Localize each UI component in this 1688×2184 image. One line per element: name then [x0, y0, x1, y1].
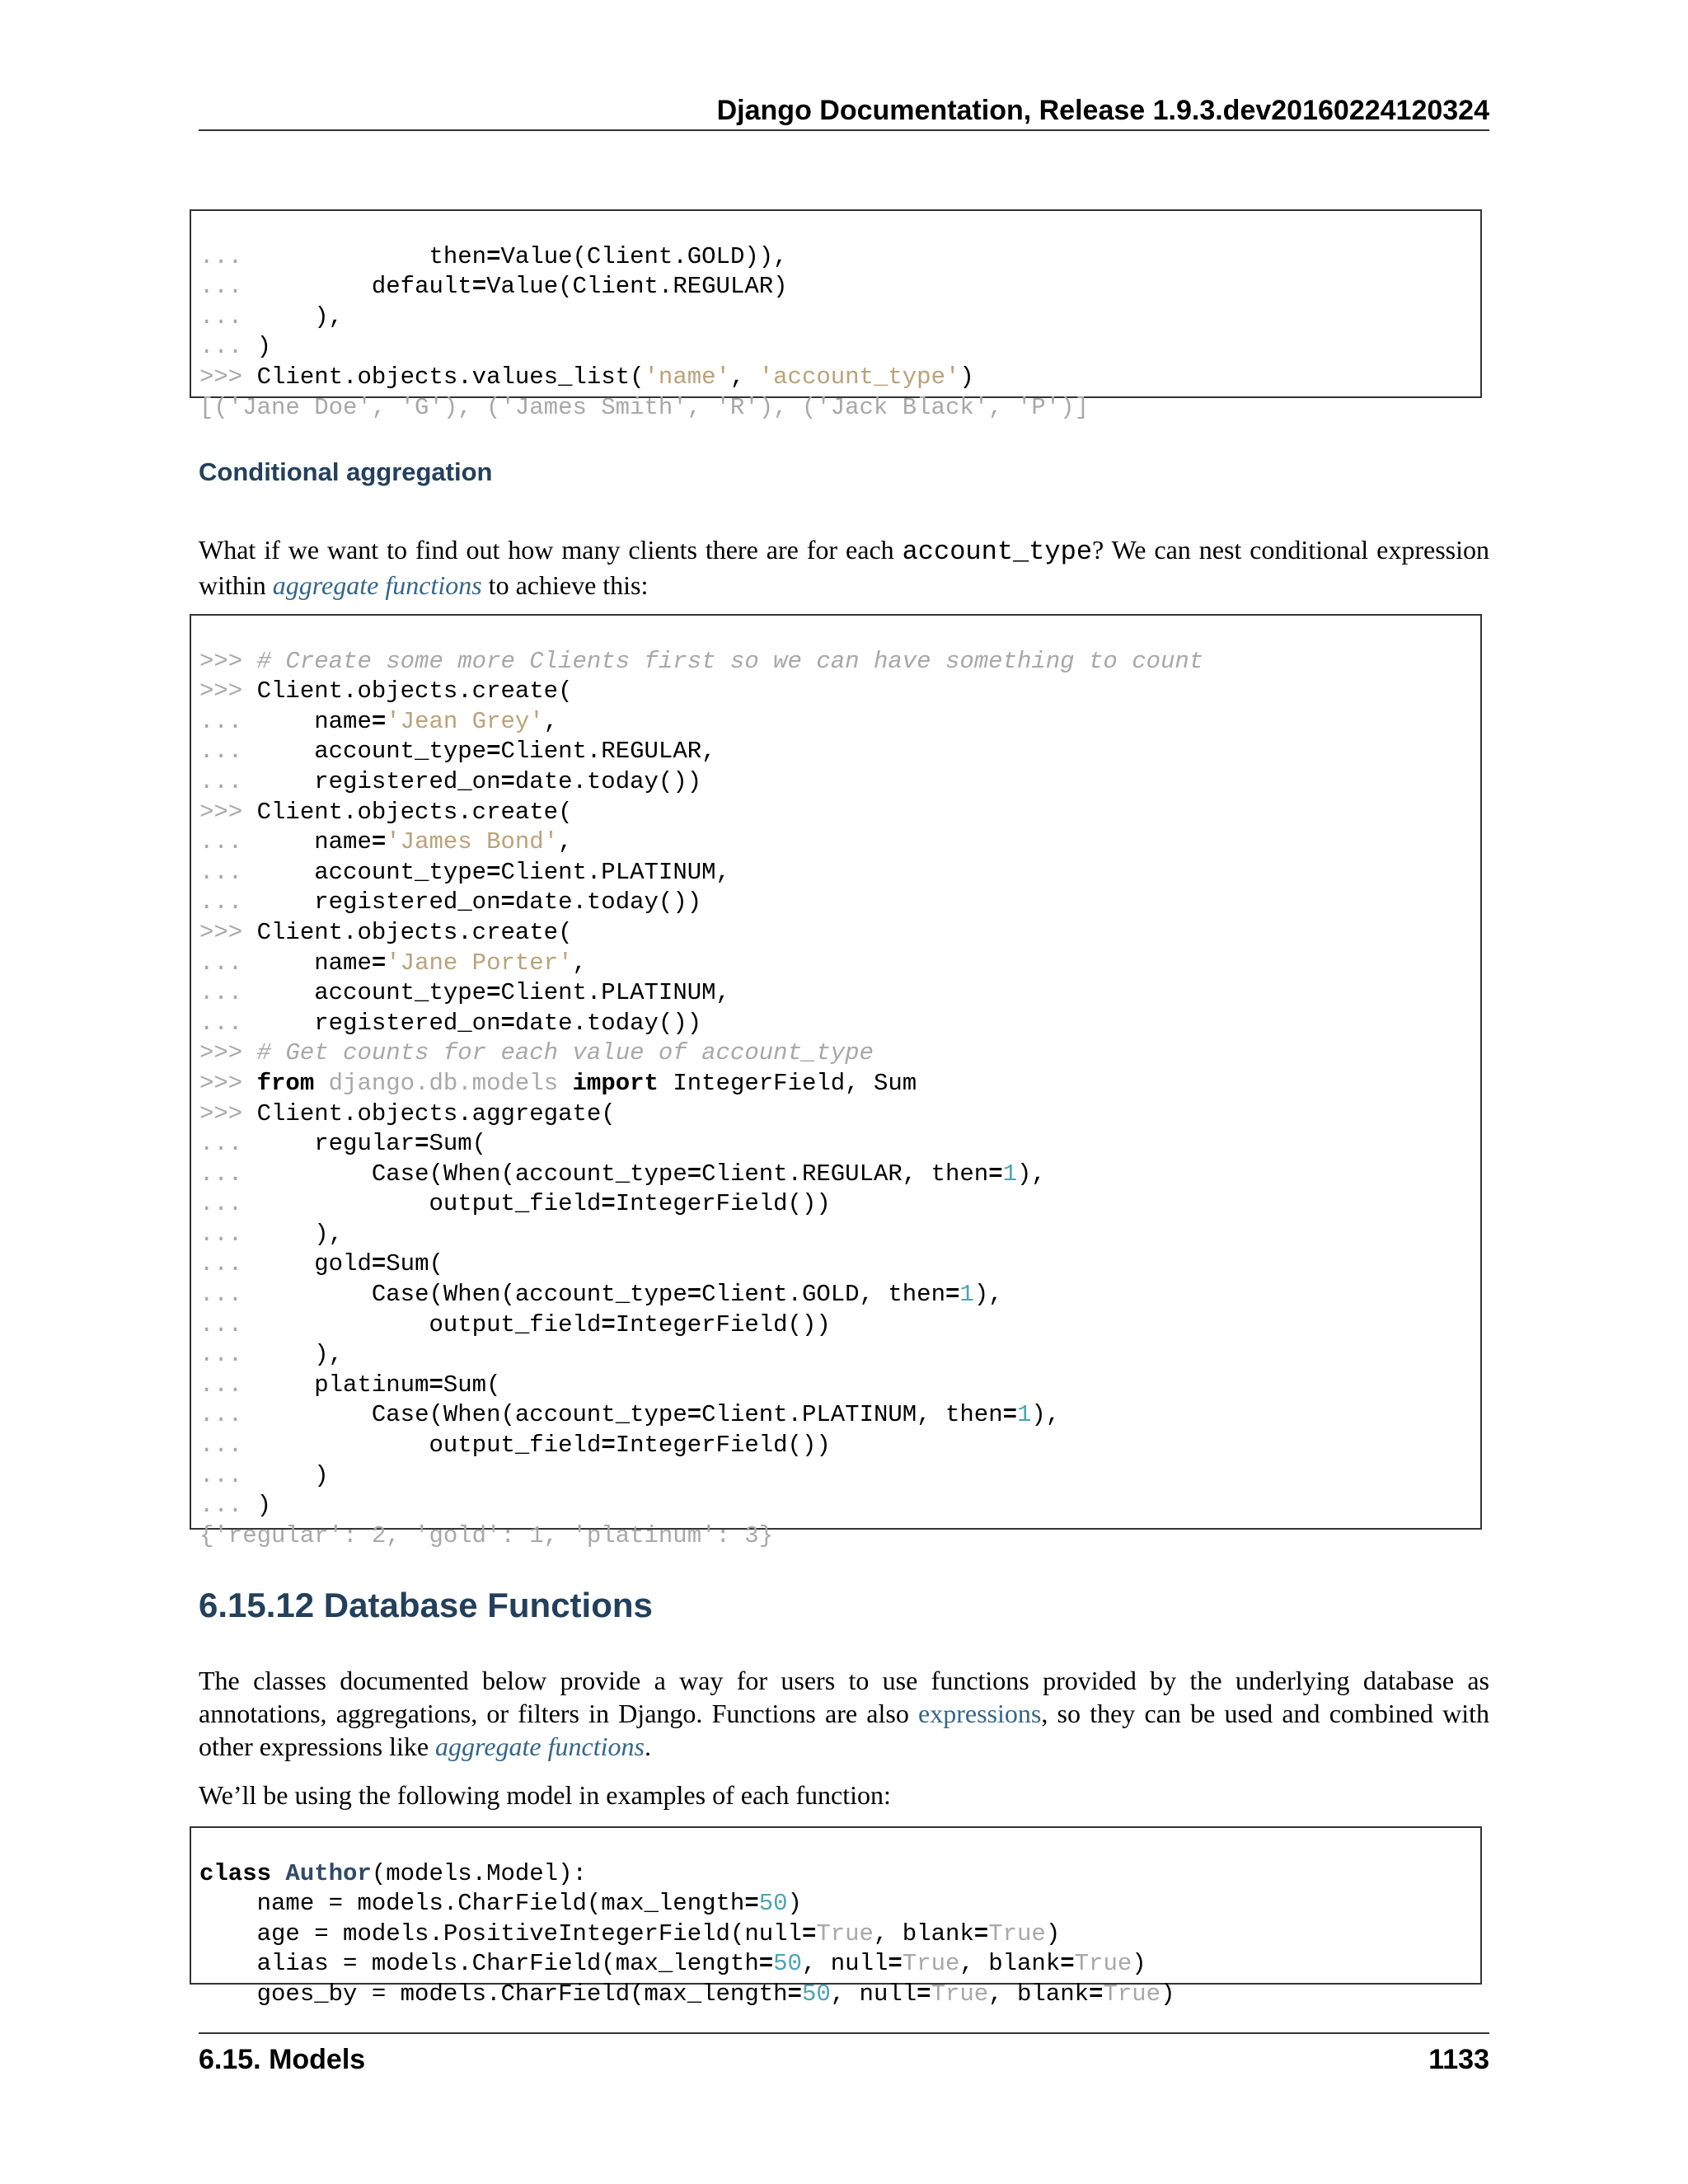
paragraph-conditional: What if we want to find out how many clients there are for each account_type? We can nest conditional expression within aggregate functions to achieve this: — [199, 535, 1490, 600]
code-block-conditional-aggregation: >>> # Create some more Clients first so we can have something to count >>> Client.objects.create( ... name='Jean Grey', ... account_type=Client.REGULAR, ... registered_on=date.today()) >>> Client.objects.create( ... name='James Bond', ... account_type=Client.PLATINUM, ... registered_on=date.today()) >>> Client.objects.create( ... name='Jane Porter', ... account_type=Client.PLATINUM, ... registered_on=date.today()) >>> # Get counts for each value of account_type >>> from django.db.models import IntegerField, Sum >>> Client.objects.aggregate( ... regular=Sum( ... Case(When(account_type=Client.REGULAR, then=1), ... output_field=IntegerField()) ... ), ... gold=Sum( ... Case(When(account_type=Client.GOLD, then=1), ... output_field=IntegerField()) ... ), ... platinum=Sum( ... Case(When(account_type=Client.PLATINUM, then=1), ... output_field=IntegerField()) ... ) ... ) {'regular': 2, 'gold': 1, 'platinum': 3} — [190, 614, 1482, 1530]
paragraph-model-intro: We’ll be using the following model in examples of each function: — [199, 1780, 891, 1810]
code-block-values-list: ... then=Value(Client.GOLD)), ... default=Value(Client.REGULAR) ... ), ... ) >>> Client.objects.values_list('name', 'account_type') [('Jane Doe', 'G'), ('James Smith', 'R'), ('Jack Black', 'P')] — [190, 209, 1482, 398]
footer-section: 6.15. Models — [199, 2044, 366, 2075]
subsection-heading: Conditional aggregation — [199, 457, 493, 486]
page-number: 1133 — [1428, 2044, 1489, 2075]
aggregate-functions-link-2[interactable]: aggregate functions — [435, 1732, 645, 1761]
paragraph-database-functions: The classes documented below provide a way for users to use functions provided by the underlying database as annotations, aggregations, or filters in Django. Functions are also expressions, so they can be used and combined with other expressions like aggregate functions. — [199, 1666, 1490, 1761]
expressions-link[interactable]: expressions — [918, 1699, 1042, 1728]
running-header: Django Documentation, Release 1.9.3.dev20160224120324 — [199, 92, 1489, 131]
code-block-author-model: class Author(models.Model): name = models.CharField(max_length=50) age = models.PositiveIntegerField(null=True, blank=True) alias = models.CharField(max_length=50, null=True, blank=True) goes_by = models.CharField(max_length=50, null=True, blank=True) — [190, 1826, 1482, 1985]
page-footer — [199, 2032, 1489, 2076]
section-heading: 6.15.12 Database Functions — [199, 1586, 653, 1624]
document-page — [199, 0, 1489, 2184]
aggregate-functions-link[interactable]: aggregate functions — [272, 570, 482, 600]
